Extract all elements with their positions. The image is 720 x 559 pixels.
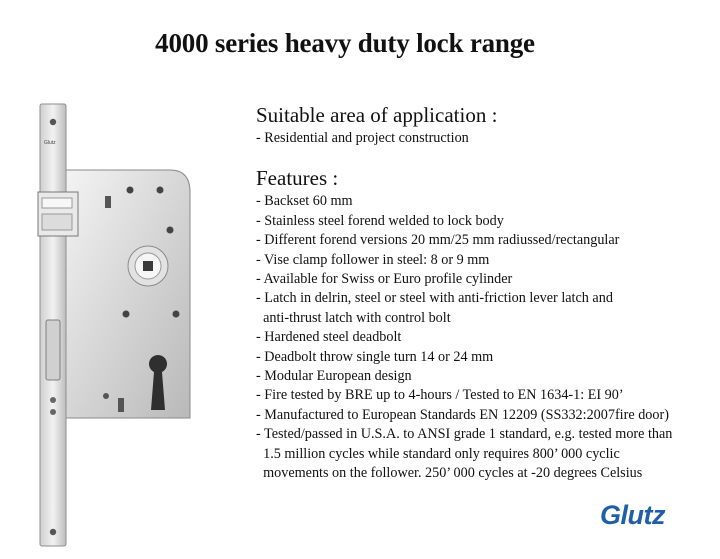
forend-brand-text: Glutz (44, 140, 56, 146)
feature-item: - Stainless steel forend welded to lock body (256, 212, 504, 229)
feature-item: anti-thrust latch with control bolt (256, 309, 451, 326)
feature-item: - Modular European design (256, 368, 412, 385)
application-heading: Suitable area of application : (256, 103, 498, 127)
feature-item: - Different forend versions 20 mm/25 mm radiussed/rectangular (256, 232, 620, 249)
feature-item: - Available for Swiss or Euro profile cylinder (256, 271, 513, 288)
feature-item: - Vise clamp follower in steel: 8 or 9 mm (256, 251, 490, 268)
deadbolt-slot (46, 320, 60, 380)
application-item: - Residential and project construction (256, 130, 469, 146)
features-heading: Features : (256, 166, 339, 191)
feature-item: - Tested/passed in U.S.A. to ANSI grade 1 standard, e.g. tested more than (256, 426, 673, 443)
page-title: 4000 series heavy duty lock range (155, 28, 535, 58)
feature-item: movements on the follower. 250’ 000 cycles at -20 degrees Celsius (256, 465, 643, 482)
feature-item: - Manufactured to European Standards EN 12209 (SS332:2007fire door) (256, 406, 669, 423)
feature-item: - Deadbolt throw single turn 14 or 24 mm (256, 348, 494, 365)
feature-item: - Fire tested by BRE up to 4-hours / Tested to EN 1634-1: EI 90’ (256, 387, 624, 404)
feature-item: - Latch in delrin, steel or steel with anti-friction lever latch and (256, 290, 613, 307)
feature-item: - Backset 60 mm (256, 193, 353, 210)
mortise-lock-image (30, 100, 200, 550)
description-panel (256, 103, 706, 484)
follower-hub (128, 246, 168, 286)
feature-item: 1.5 million cycles while standard only requires 800’ 000 cyclic (256, 445, 620, 462)
feature-item: - Hardened steel deadbolt (256, 329, 402, 346)
brand-logo: Glutz (600, 500, 665, 530)
lock-body (64, 170, 190, 418)
